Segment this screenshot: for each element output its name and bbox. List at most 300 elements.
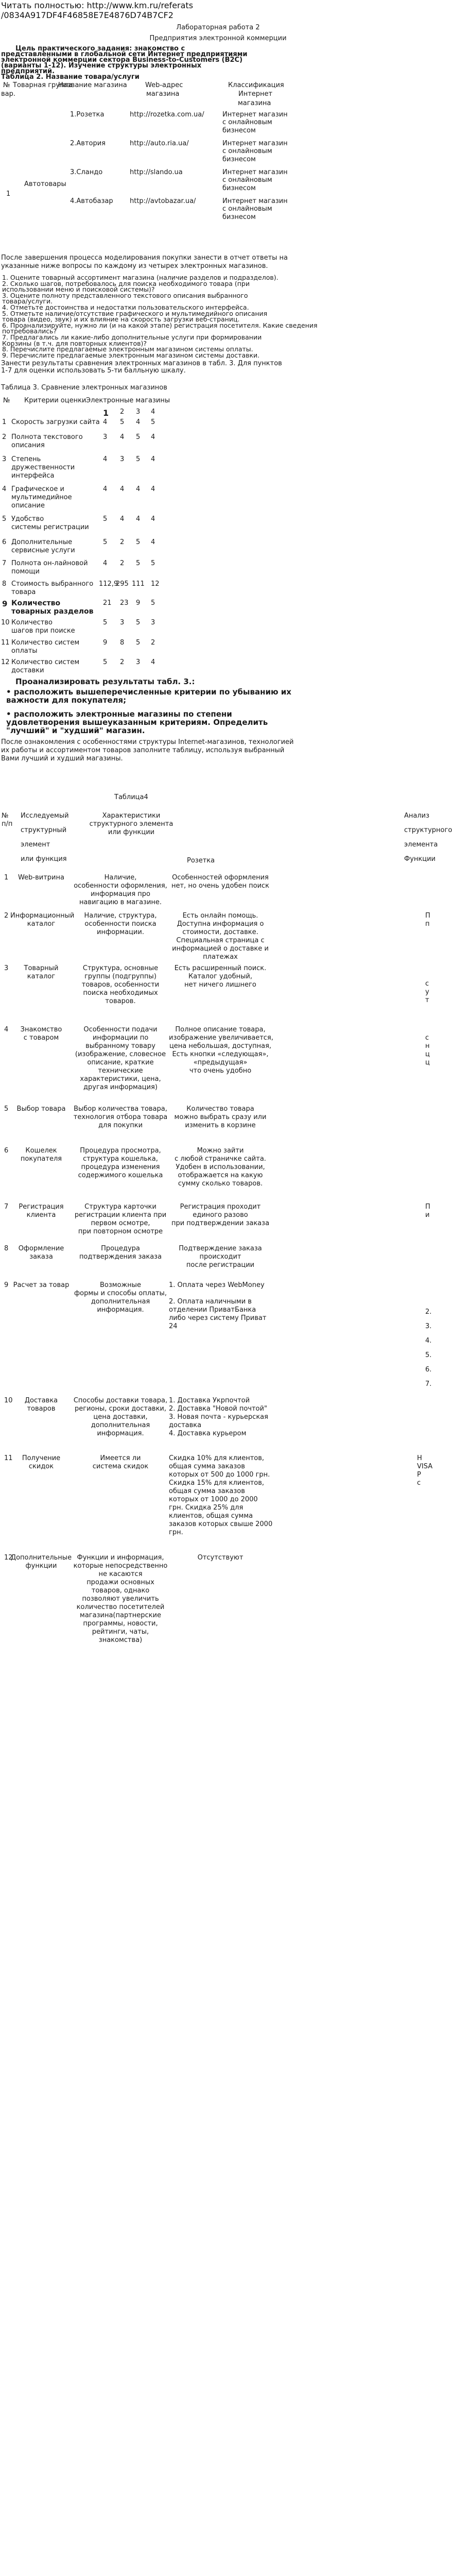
table3-row-num: 3 [2,455,7,463]
text-line: 1-7 для оценки использовать 5-ти балльную шкалу. [1,367,186,375]
table4-edge-fragment: т [425,996,429,1004]
table4-characteristic: информация. [97,1430,144,1437]
table2-header-internet: Интернет [238,90,273,98]
table3-row-num: 6 [2,538,7,546]
table4-element: Доставка [24,1397,58,1404]
table4-analysis: изменить в корзине [185,1122,256,1129]
table4-analysis: 2. Доставка "Новой почтой" [169,1405,267,1413]
question-line: 5. Отметьте наличие/отсутствие графического и мультимедийного описания [2,309,268,317]
table4-characteristic: дополнительная [91,1298,150,1306]
table4-analysis: Удобен в использовании, [176,1163,265,1171]
table3-row-num: 10 [1,619,10,626]
table2-shop-url: http://slando.ua [130,168,183,176]
table4-analysis: общая сумма заказов [169,1463,245,1470]
table4-analysis: отображается на какую [178,1172,263,1179]
table4-header-element: элемент [21,841,50,849]
table3-value: 4 [103,455,108,463]
table3-value: 4 [151,538,155,546]
table4-characteristic: навигацию в магазине. [79,899,162,906]
analyze-bullet: • расположить электронные магазины по степени [6,709,232,719]
table4-analysis: которых от 500 до 1000 грн. [169,1471,270,1479]
table4-characteristic: товаров. [105,997,136,1005]
table4-header-chars: Характеристики [102,812,161,820]
table4-row-num: 2 [4,912,9,920]
table4-edge-fragment: с [425,980,429,988]
table4-header-shop: Розетка [187,857,215,865]
table4-analysis: цена небольшая, доступная, [169,1042,272,1050]
table3-criterion: Графическое и [11,485,64,493]
table4-row-num: 1 [4,874,9,882]
table2-shop-url: http://auto.ria.ua/ [130,140,189,147]
table4-element: покупателя [20,1155,62,1163]
table4-analysis: нет ничего лишнего [184,981,256,989]
table2-header-shop2: магазина [146,90,180,98]
table2-shop-url: http://avtobazar.ua/ [130,197,196,205]
table2-shop-class: бизнесом [222,184,256,192]
table3-row-num: 11 [1,639,10,647]
table3-value: 4 [120,485,125,493]
table4-analysis: после регистрации [186,1261,255,1269]
table2-shop-class: бизнесом [222,213,256,221]
table2-header-num: № [3,81,10,89]
table2-variant: 1 [6,190,11,198]
table3-row-num: 12 [1,658,10,666]
table4-analysis: платежах [203,953,238,961]
table4-caption: Таблица4 [114,793,148,801]
table2-shop-class: Интернет магазин [222,197,288,205]
table4-characteristic: описание, краткие [87,1059,154,1066]
table4-characteristic: Способы доставки товара, [73,1397,168,1404]
table4-row-num: 10 [4,1397,13,1404]
table4-header-chars: или функции [108,828,155,836]
table4-analysis: Можно зайти [197,1147,244,1155]
table3-value: 5 [136,433,141,441]
table3-value: 4 [120,433,125,441]
table4-edge-fragment: с [425,1034,429,1042]
table4-characteristic: продажи основных [86,1579,154,1586]
table4-characteristic: информация про [91,890,150,898]
table4-analysis: Есть расширенный поиск. [174,964,267,972]
text-line: указанные ниже вопросы по каждому из четырех электронных магазинов. [1,262,268,270]
table3-row-num: 8 [2,580,7,588]
table3-criterion: Количество систем [11,639,80,647]
table4-analysis: Каталог удобный, [188,973,252,980]
table3-criterion: описания [11,442,45,449]
table3-value: 5 [136,538,141,546]
table4-characteristic: система скидок [92,1463,149,1470]
table3-criterion: Полнота он-лайновой [11,560,88,567]
table3-value: 2 [120,560,125,567]
table4-edge-fragment: с [417,1479,421,1487]
table4-analysis: общая сумма заказов [169,1487,245,1495]
table4-characteristic: другая информация) [83,1083,158,1091]
table4-characteristic: количество посетителей [76,1603,165,1611]
table3-row-num: 5 [2,515,7,523]
analyze-bullet: "лучший" и "худший" магазин. [6,726,145,735]
table4-header-element: или функция [21,855,67,863]
table4-characteristic: Имеется ли [100,1454,141,1462]
table4-edge-fragment: VISA [417,1463,433,1470]
table4-characteristic: (изображение, словесное [75,1050,166,1058]
table3-value: 4 [136,485,141,493]
table4-edge-fragment: ц [425,1059,430,1066]
table4-analysis: изображение увеличивается, [169,1034,273,1042]
table4-analysis: 4. Доставка курьером [169,1430,247,1437]
table3-criterion: сервисные услуги [11,547,75,554]
table4-element: Оформление [18,1245,64,1252]
table4-characteristic: особенности оформления, [74,882,167,890]
table4-element: заказа [29,1253,53,1261]
table4-analysis: Доступна информация о [177,920,264,928]
table3-value: 5 [151,599,155,607]
table4-row-num: 4 [4,1026,9,1033]
read-full-link-line2[interactable]: /0834A917DF4F46858E7E4876D74B7CF2 [1,10,173,20]
table4-edge-fragment: 6. [425,1366,432,1374]
question-line: 3. Оцените полноту представленного текстового описания выбранного [2,291,248,299]
table3-criterion: Количество систем [11,658,80,666]
table4-characteristic: содержимого кошелька [78,1172,163,1179]
table3-criterion: Полнота текстового [11,433,83,441]
table4-edge-fragment: п [425,920,430,928]
analyze-bullet: удовлетворения вышеуказанным критериям. Определить [6,718,268,727]
table3-value: 4 [136,418,141,426]
table4-analysis: доставка [169,1421,202,1429]
table4-element: каталог [27,973,56,980]
table3-value: 3 [120,455,125,463]
table4-characteristic: Возможные [99,1281,142,1289]
table4-characteristic: информации по [92,1034,149,1042]
question-line: 9. Перечислите предлагаемые электронным магазином системы доставки. [2,351,260,359]
table3-value: 21 [103,599,112,607]
table3-criterion: Количество [11,619,53,626]
table3-value: 5 [120,418,125,426]
table4-characteristic: которые непосредственно [73,1562,168,1570]
goal-line: Цель практического задания: знакомство с [15,45,185,53]
table4-element: Регистрация [19,1203,64,1211]
table3-value: 4 [103,418,108,426]
table4-element: Товарный [24,964,59,972]
table4-characteristic: не касаются [98,1570,143,1578]
table2-header-shop3: магазина [238,99,271,107]
table3-row-num: 7 [2,560,7,567]
table3-value: 8 [120,639,125,647]
table4-row-num: 5 [4,1105,9,1113]
table4-header-analysis: Анализ [404,812,430,820]
table2-header-var: вар. [1,90,16,98]
table3-header-shops: Электронные магазины [86,397,170,404]
table4-edge-fragment: 7. [425,1380,432,1388]
table3-shop-number: 2 [120,408,125,416]
table3-row-num: 2 [2,433,7,441]
table4-element: Расчет за товар [13,1281,69,1289]
table3-value: 2 [151,639,155,647]
table3-value: 5 [103,538,108,546]
table3-criterion: системы регистрации [11,523,89,531]
table2-shop-name: 3.Сландо [70,168,103,176]
table4-characteristic: группы (подгруппы) [84,973,157,980]
table3-value: 12 [151,580,160,588]
table4-characteristic: Особенности подачи [83,1026,158,1033]
table4-characteristic: Структура, основные [82,964,159,972]
table4-characteristic: товаров, однако [91,1587,150,1595]
table2-header-class: Классификация [228,81,284,89]
text-line: Вами лучший и худший магазины. [1,755,123,762]
table4-edge-fragment: и [425,1211,430,1219]
table4-characteristic: особенности поиска [84,920,157,928]
table4-characteristic: структура кошелька, [83,1155,158,1163]
table3-criterion: дружественности [11,464,75,471]
table4-characteristic: Наличие, [104,874,137,882]
question-line: 7. Предлагались ли какие-либо дополнительные услуги при формировании [2,333,262,341]
table4-analysis: которых от 1000 до 2000 [169,1496,258,1503]
table4-analysis: 3. Новая почта - курьерская [169,1413,268,1421]
table3-value: 112,9 [99,580,118,588]
table2-shop-class: с онлайновым [222,205,272,213]
table4-analysis: грн. [169,1529,183,1536]
table4-element: товаров [27,1405,56,1413]
table4-analysis: Полное описание товара, [175,1026,266,1033]
table4-row-num: 7 [4,1203,9,1211]
table2-shop-class: Интернет магазин [222,168,288,176]
table4-header-analysis: структурного [404,826,452,834]
table4-edge-fragment: 4. [425,1337,432,1345]
analyze-bullet: • расположить вышеперечисленные критерии по убыванию их [6,687,291,697]
question-line: 2. Сколько шагов, потребовалось для поиска необходимого товара (при [2,279,250,287]
goal-line: представленными в глобальной сети Интернет предприятиями [1,50,248,58]
question-line: 1. Оцените товарный ассортимент магазина (наличие разделов и подразделов). [2,274,279,281]
table2-header-url: Web-адрес [145,81,183,89]
table4-analysis: Специальная страница с [176,937,265,944]
table4-element: Выбор товара [16,1105,66,1113]
table3-header-criteria: Критерии оценки [24,397,86,404]
table4-analysis: Отсутствуют [197,1554,244,1562]
table4-characteristic: знакомства) [98,1636,143,1644]
table3-criterion: Скорость загрузки сайта [11,418,100,426]
table3-criterion: товарных разделов [11,607,94,616]
table4-analysis: 24 [169,1323,178,1330]
table4-analysis: что очень удобно [189,1067,252,1075]
table4-characteristic: Выбор количества товара, [74,1105,167,1113]
table3-value: 4 [103,485,108,493]
table4-edge-fragment: у [425,988,429,996]
table4-element: клиента [26,1211,56,1219]
table3-value: 3 [151,619,155,626]
table4-characteristic: регистрации клиента при [74,1211,167,1219]
table3-value: 4 [151,455,155,463]
table4-characteristic: при повторном осмотре [78,1228,163,1235]
table3-value: 5 [151,418,155,426]
table3-criterion: Степень [11,455,41,463]
table3-row-num: 4 [2,485,7,493]
table4-analysis: 2. Оплата наличными в [169,1298,252,1306]
table3-value: 5 [136,455,141,463]
table3-value: 295 [116,580,129,588]
text-line: Занести результаты сравнения электронных магазинов в табл. 3. Для пунктов [1,360,282,367]
lab-title: Лабораторная работа 2 [176,24,260,31]
table4-edge-fragment: н [425,1042,430,1050]
table4-characteristic: технические [98,1067,143,1075]
table4-analysis: «предыдущая» [193,1059,248,1066]
question-line: 8. Перечислите предлагаемые электронным магазином системы оплаты. [2,345,253,353]
table4-analysis: либо через систему Приват [169,1314,267,1322]
text-line: После завершения процесса моделирования покупки занести в отчет ответы на [1,254,288,262]
table4-header-num: № [2,812,9,820]
table4-analysis: 1. Оплата через WebMoney [169,1281,265,1289]
analyze-title: Проанализировать результаты табл. 3.: [15,677,195,686]
table4-characteristic: магазина(партнерские [80,1612,161,1619]
table4-element: Знакомство [20,1026,62,1033]
table4-characteristic: программы, новости, [83,1620,158,1628]
table4-analysis: 1. Доставка Укрпочтой [169,1397,250,1404]
table4-characteristic: цена доставки, [93,1413,148,1421]
table3-value: 9 [136,599,141,607]
table3-value: 5 [136,560,141,567]
table3-criterion: шагов при поиске [11,627,75,635]
table2-header-shopname: Название магазина [58,81,127,89]
table4-analysis: стоимости, доставке. [182,928,258,936]
table4-edge-fragment: 2. [425,1308,432,1316]
table4-element: Получение [22,1454,61,1462]
table4-analysis: можно выбрать сразу или [174,1113,267,1121]
table4-header-element: Исследуемый [21,812,69,820]
question-line: 6. Проанализируйте, нужно ли (и на какой этапе) регистрация посетителя. Какие сведения [2,321,318,329]
table4-row-num: 6 [4,1147,9,1155]
table3-value: 5 [136,639,141,647]
table2-shop-class: бизнесом [222,156,256,163]
table2-header-group: Товарная группа [13,81,73,89]
table2-shop-class: с онлайновым [222,147,272,155]
table4-analysis: заказов которых свыше 2000 [169,1520,273,1528]
question-line: 4. Отметьте достоинства и недостатки пользовательского интерфейса. [2,303,249,311]
table3-criterion: Стоимость выбранного [11,580,94,588]
table4-analysis: единого разово [193,1211,248,1219]
table4-characteristic: технология отбора товара [73,1113,168,1121]
table4-row-num: 3 [4,964,9,972]
table4-element: Дополнительные [10,1554,72,1562]
text-line: После ознакомления с особенностями структуры Internet-магазинов, технологией [1,738,294,746]
table3-value: 5 [136,619,141,626]
table4-edge-fragment: П [425,1203,430,1211]
table2-shop-url: http://rozetka.com.ua/ [130,111,204,118]
table3-header-num: № [3,397,10,404]
table4-row-num: 11 [4,1454,13,1462]
table3-criterion: помощи [11,568,40,575]
table3-value: 3 [103,433,108,441]
table3-row-num: 9 [2,599,8,608]
table3-criterion: мультимедийное [11,494,72,501]
table3-criterion: Дополнительные [11,538,73,546]
question-line: товара/услуги. [2,297,53,306]
table4-characteristic: формы и способы оплаты, [74,1290,167,1297]
table4-analysis: Скидка 10% для клиентов, [169,1454,265,1462]
table3-value: 5 [103,658,108,666]
table3-row-num: 1 [2,418,7,426]
table4-characteristic: для покупки [98,1122,143,1129]
table3-criterion: товара [11,588,36,596]
read-full-link-line1[interactable]: Читать полностью: http://www.km.ru/referats [1,1,194,10]
table4-element: с товаром [23,1034,59,1042]
table4-header-analysis: элемента [404,841,438,849]
table4-analysis: Количество товара [186,1105,254,1113]
table4-header-element: структурный [21,826,67,834]
table4-characteristic: дополнительная [91,1421,150,1429]
table4-characteristic: поиска необходимых [83,989,158,997]
table4-analysis: Особенностей оформления [172,874,269,882]
table3-value: 3 [120,619,125,626]
table3-value: 4 [151,485,155,493]
table4-header-chars: структурного элемента [89,820,173,828]
table4-analysis: происходит [199,1253,241,1261]
table4-row-num: 9 [4,1281,9,1289]
table2-shop-class: бизнесом [222,127,256,134]
table4-element: каталог [27,920,56,928]
table2-caption: Таблица 2. Название товара/услуги [1,73,140,81]
table4-characteristic: регионы, сроки доставки, [74,1405,167,1413]
table4-row-num: 12 [4,1554,13,1562]
table4-element: функции [25,1562,57,1570]
table4-characteristic: информация. [97,1306,144,1314]
table4-analysis: нет, но очень удобен поиск [171,882,270,890]
goal-line: (варианты 1-12). Изучение структуры электронных [1,62,202,70]
table3-value: 5 [103,619,108,626]
table3-value: 9 [103,639,108,647]
table2-shop-class: Интернет магазин [222,140,288,147]
table4-element: Информационный [10,912,75,920]
table3-criterion: Количество [11,599,61,607]
table3-value: 4 [151,658,155,666]
table4-analysis: при подтверждении заказа [171,1219,270,1227]
table3-value: 111 [132,580,145,588]
table3-value: 2 [120,658,125,666]
table4-characteristic: Структура карточки [84,1203,157,1211]
table4-header-analysis: Функции [404,855,436,863]
table3-value: 4 [136,515,141,523]
table4-characteristic: подтверждения заказа [79,1253,162,1261]
table4-header-num: п/п [2,820,13,828]
table4-characteristic: характеристики, цена, [80,1075,161,1083]
table2-shop-name: 4.Автобазар [70,197,113,205]
table4-edge-fragment: ц [425,1050,430,1058]
table4-characteristic: процедура изменения [81,1163,160,1171]
table3-value: 4 [103,560,108,567]
table3-shop-number: 1 [103,408,109,418]
table3-value: 5 [151,560,155,567]
table4-analysis: Скидка 15% для клиентов, [169,1479,265,1487]
table2-shop-class: с онлайновым [222,118,272,126]
table4-characteristic: Процедура просмотра, [80,1147,161,1155]
table2-shop-class: Интернет магазин [222,111,288,118]
table4-edge-fragment: 3. [425,1323,432,1330]
table3-value: 5 [103,515,108,523]
table4-analysis: информацией о доставке и [172,945,269,953]
table4-row-num: 8 [4,1245,9,1252]
goal-line: предприятий. [1,67,55,75]
table4-analysis: с любой страничке сайта. [175,1155,266,1163]
table4-characteristic: выбранному товару [85,1042,155,1050]
table3-criterion: Удобство [11,515,44,523]
text-line: их работы и ассортиментом товаров заполните таблицу, используя выбранный [1,747,285,754]
table4-edge-fragment: П [425,912,430,920]
table4-analysis: сумму сколько товаров. [178,1180,263,1188]
table3-value: 4 [120,515,125,523]
table4-element: Кошелек [25,1147,57,1155]
goal-line: электронной коммерции сектора Business-to-Customers (B2C) [1,56,243,64]
question-line: Корзины (в т.ч. для повторных клиентов)? [2,339,147,347]
table3-criterion: описание [11,502,45,510]
table4-characteristic: информации. [97,928,144,936]
table3-shop-number: 4 [151,408,155,416]
table3-shop-number: 3 [136,408,141,416]
